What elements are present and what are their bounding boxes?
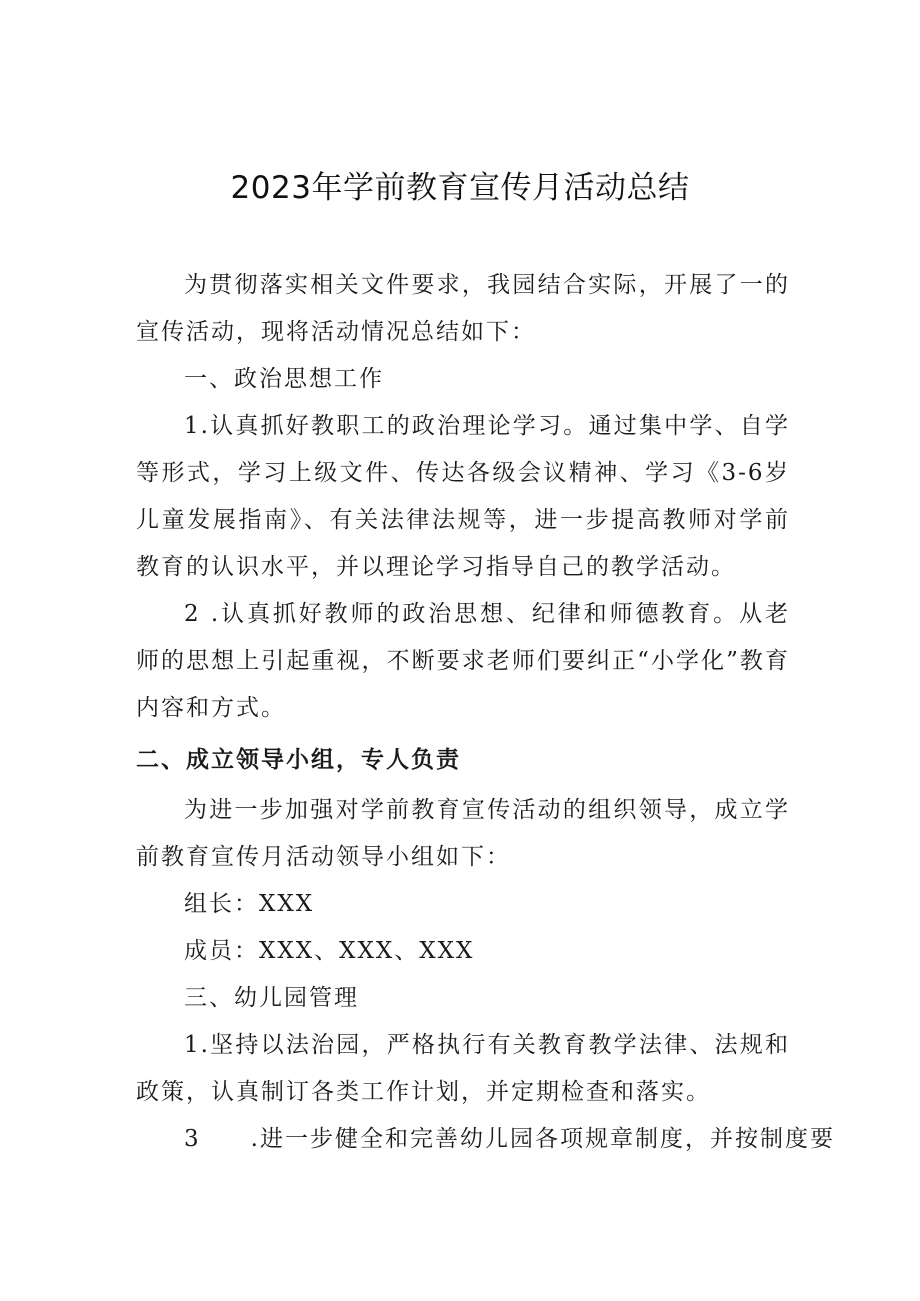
list-item-theory-study: 1.认真抓好教职工的政治理论学习。通过集中学、自学等形式，学习上级文件、传达各级会议精神、学习《3-6岁儿童发展指南》、有关法律法规等，进一步提高教师对学前教育的认识水平，并以理论学习指导自己的教学活动。 [136, 413, 790, 580]
section-heading-political: 一、政治思想工作 [184, 366, 384, 392]
list-item-rule-of-law: 1.坚持以法治园，严格执行有关教育教学法律、法规和政策，认真制订各类工作计划，并定期检查和落实。 [136, 1032, 790, 1105]
group-leader-line: 组长：XXX [184, 891, 315, 917]
group-members-line: 成员：XXX、XXX、XXX [184, 938, 475, 964]
section-heading-leadership: 二、成立领导小组，专人负责 [136, 747, 461, 773]
list-item-ethics-education: 2 .认真抓好教师的政治思想、纪律和师德教育。从老师的思想上引起重视，不断要求老师们要纠正“小学化”教育内容和方式。 [136, 601, 790, 721]
section-heading-management: 三、幼儿园管理 [184, 985, 359, 1011]
intro-paragraph: 为贯彻落实相关文件要求，我园结合实际，开展了一的宣传活动，现将活动情况总结如下： [136, 272, 790, 345]
document-title: 2023年学前教育宣传月活动总结 [230, 170, 690, 206]
list-item-regulations: 3 .进一步健全和完善幼儿园各项规章制度，并按制度要 [184, 1126, 835, 1152]
leadership-paragraph: 为进一步加强对学前教育宣传活动的组织领导，成立学前教育宣传月活动领导小组如下： [136, 797, 790, 870]
document-body [136, 262, 835, 1163]
